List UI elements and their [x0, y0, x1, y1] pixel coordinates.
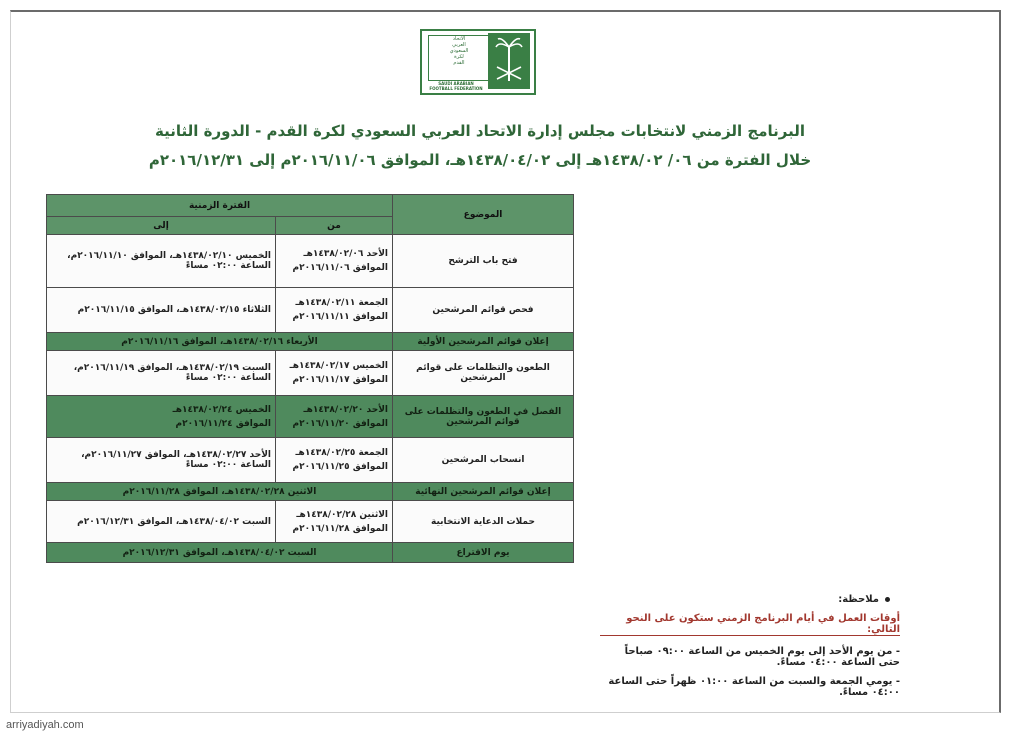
row-to: الأحد ١٤٣٨/٠٢/٢٧هـ، الموافق ٢٠١٦/١١/٢٧م، الساعة ٠٢:٠٠ مساءً	[47, 438, 276, 483]
table-row	[47, 235, 574, 288]
notes-heading: أوقات العمل في أيام البرنامج الزمني ستكون على النحو التالي:	[600, 613, 900, 636]
notes-label-line: ملاحظة:	[600, 594, 890, 605]
source-watermark: arriyadiyah.com	[6, 719, 84, 731]
table-row	[47, 501, 574, 543]
row-topic: فحص قوائم المرشحين	[393, 288, 574, 333]
row-to: السبت ١٤٣٨/٠٤/٠٢هـ، الموافق ٢٠١٦/١٢/٣١م	[47, 501, 276, 543]
logo-text-box: الاتحاد العربي السعودي لكرة القدم	[428, 35, 490, 81]
row-from: الجمعة ١٤٣٨/٠٢/١١هـ الموافق ٢٠١٦/١١/١١م	[276, 288, 393, 333]
row-topic: الطعون والتظلمات على قوائم المرشحين	[393, 351, 574, 396]
col-to-header: إلى	[47, 217, 276, 235]
row-date-span: الأربعاء ١٤٣٨/٠٢/١٦هـ، الموافق ٢٠١٦/١١/١٦م	[47, 333, 393, 351]
table-row	[47, 333, 574, 351]
schedule-table	[46, 194, 574, 563]
col-from-header: من	[276, 217, 393, 235]
document-subtitle: خلال الفترة من ٠٦/ ١٤٣٨/٠٢هـ إلى ١٤٣٨/٠٤/٠٢هـ، الموافق ٢٠١٦/١١/٠٦م إلى ٢٠١٦/١٢/٣١م	[148, 151, 812, 169]
table-row	[47, 483, 574, 501]
row-to: الخميس ١٤٣٨/٠٢/٢٤هـ الموافق ٢٠١٦/١١/٢٤م	[47, 396, 276, 438]
row-topic: فتح باب الترشح	[393, 235, 574, 288]
table-row	[47, 438, 574, 483]
row-topic: إعلان قوائم المرشحين النهائية	[393, 483, 574, 501]
row-topic: انسحاب المرشحين	[393, 438, 574, 483]
federation-logo	[420, 29, 536, 95]
palm-swords-emblem	[488, 33, 530, 89]
notes-line-weekdays: - من يوم الأحد إلى يوم الخميس من الساعة ٠٩:٠٠ صباحاً حتى الساعة ٠٤:٠٠ مساءً.	[624, 646, 900, 668]
notes-section	[600, 594, 900, 698]
table-row	[47, 396, 574, 438]
row-to: السبت ١٤٣٨/٠٢/١٩هـ، الموافق ٢٠١٦/١١/١٩م، الساعة ٠٢:٠٠ مساءً	[47, 351, 276, 396]
logo-english-name: SAUDI ARABIAN FOOTBALL FEDERATION	[429, 81, 483, 91]
table-row	[47, 543, 574, 563]
document-title: البرنامج الزمني لانتخابات مجلس إدارة الاتحاد العربي السعودي لكرة القدم - الدورة الثانية	[155, 122, 805, 140]
row-topic: حملات الدعاية الانتخابية	[393, 501, 574, 543]
table-row	[47, 288, 574, 333]
row-from: الاثنين ١٤٣٨/٠٢/٢٨هـ الموافق ٢٠١٦/١١/٢٨م	[276, 501, 393, 543]
table-header-row	[47, 195, 574, 217]
row-to: الخميس ١٤٣٨/٠٢/١٠هـ، الموافق ٢٠١٦/١١/١٠م، الساعة ٠٢:٠٠ مساءً	[47, 235, 276, 288]
row-topic: الفصل في الطعون والتظلمات على قوائم المرشحين	[393, 396, 574, 438]
row-topic: يوم الاقتراع	[393, 543, 574, 563]
col-period-header: الفترة الزمنية	[47, 195, 393, 217]
row-to: الثلاثاء ١٤٣٨/٠٢/١٥هـ، الموافق ٢٠١٦/١١/١٥م	[47, 288, 276, 333]
notes-line-weekend: - يومي الجمعة والسبت من الساعة ٠١:٠٠ ظهراً حتى الساعة ٠٤:٠٠ مساءً.	[608, 676, 900, 698]
row-from: الجمعة ١٤٣٨/٠٢/٢٥هـ الموافق ٢٠١٦/١١/٢٥م	[276, 438, 393, 483]
bullet-icon	[885, 597, 890, 602]
row-from: الأحد ١٤٣٨/٠٢/٢٠هـ الموافق ٢٠١٦/١١/٢٠م	[276, 396, 393, 438]
row-date-span: الاثنين ١٤٣٨/٠٢/٢٨هـ، الموافق ٢٠١٦/١١/٢٨م	[47, 483, 393, 501]
row-from: الأحد ١٤٣٨/٠٢/٠٦هـ الموافق ٢٠١٦/١١/٠٦م	[276, 235, 393, 288]
row-topic: إعلان قوائم المرشحين الأولية	[393, 333, 574, 351]
col-topic-header: الموضوع	[393, 195, 574, 235]
row-from: الخميس ١٤٣٨/٠٢/١٧هـ الموافق ٢٠١٦/١١/١٧م	[276, 351, 393, 396]
row-date-span: السبت ١٤٣٨/٠٤/٠٢هـ، الموافق ٢٠١٦/١٢/٣١م	[47, 543, 393, 563]
table-row	[47, 351, 574, 396]
